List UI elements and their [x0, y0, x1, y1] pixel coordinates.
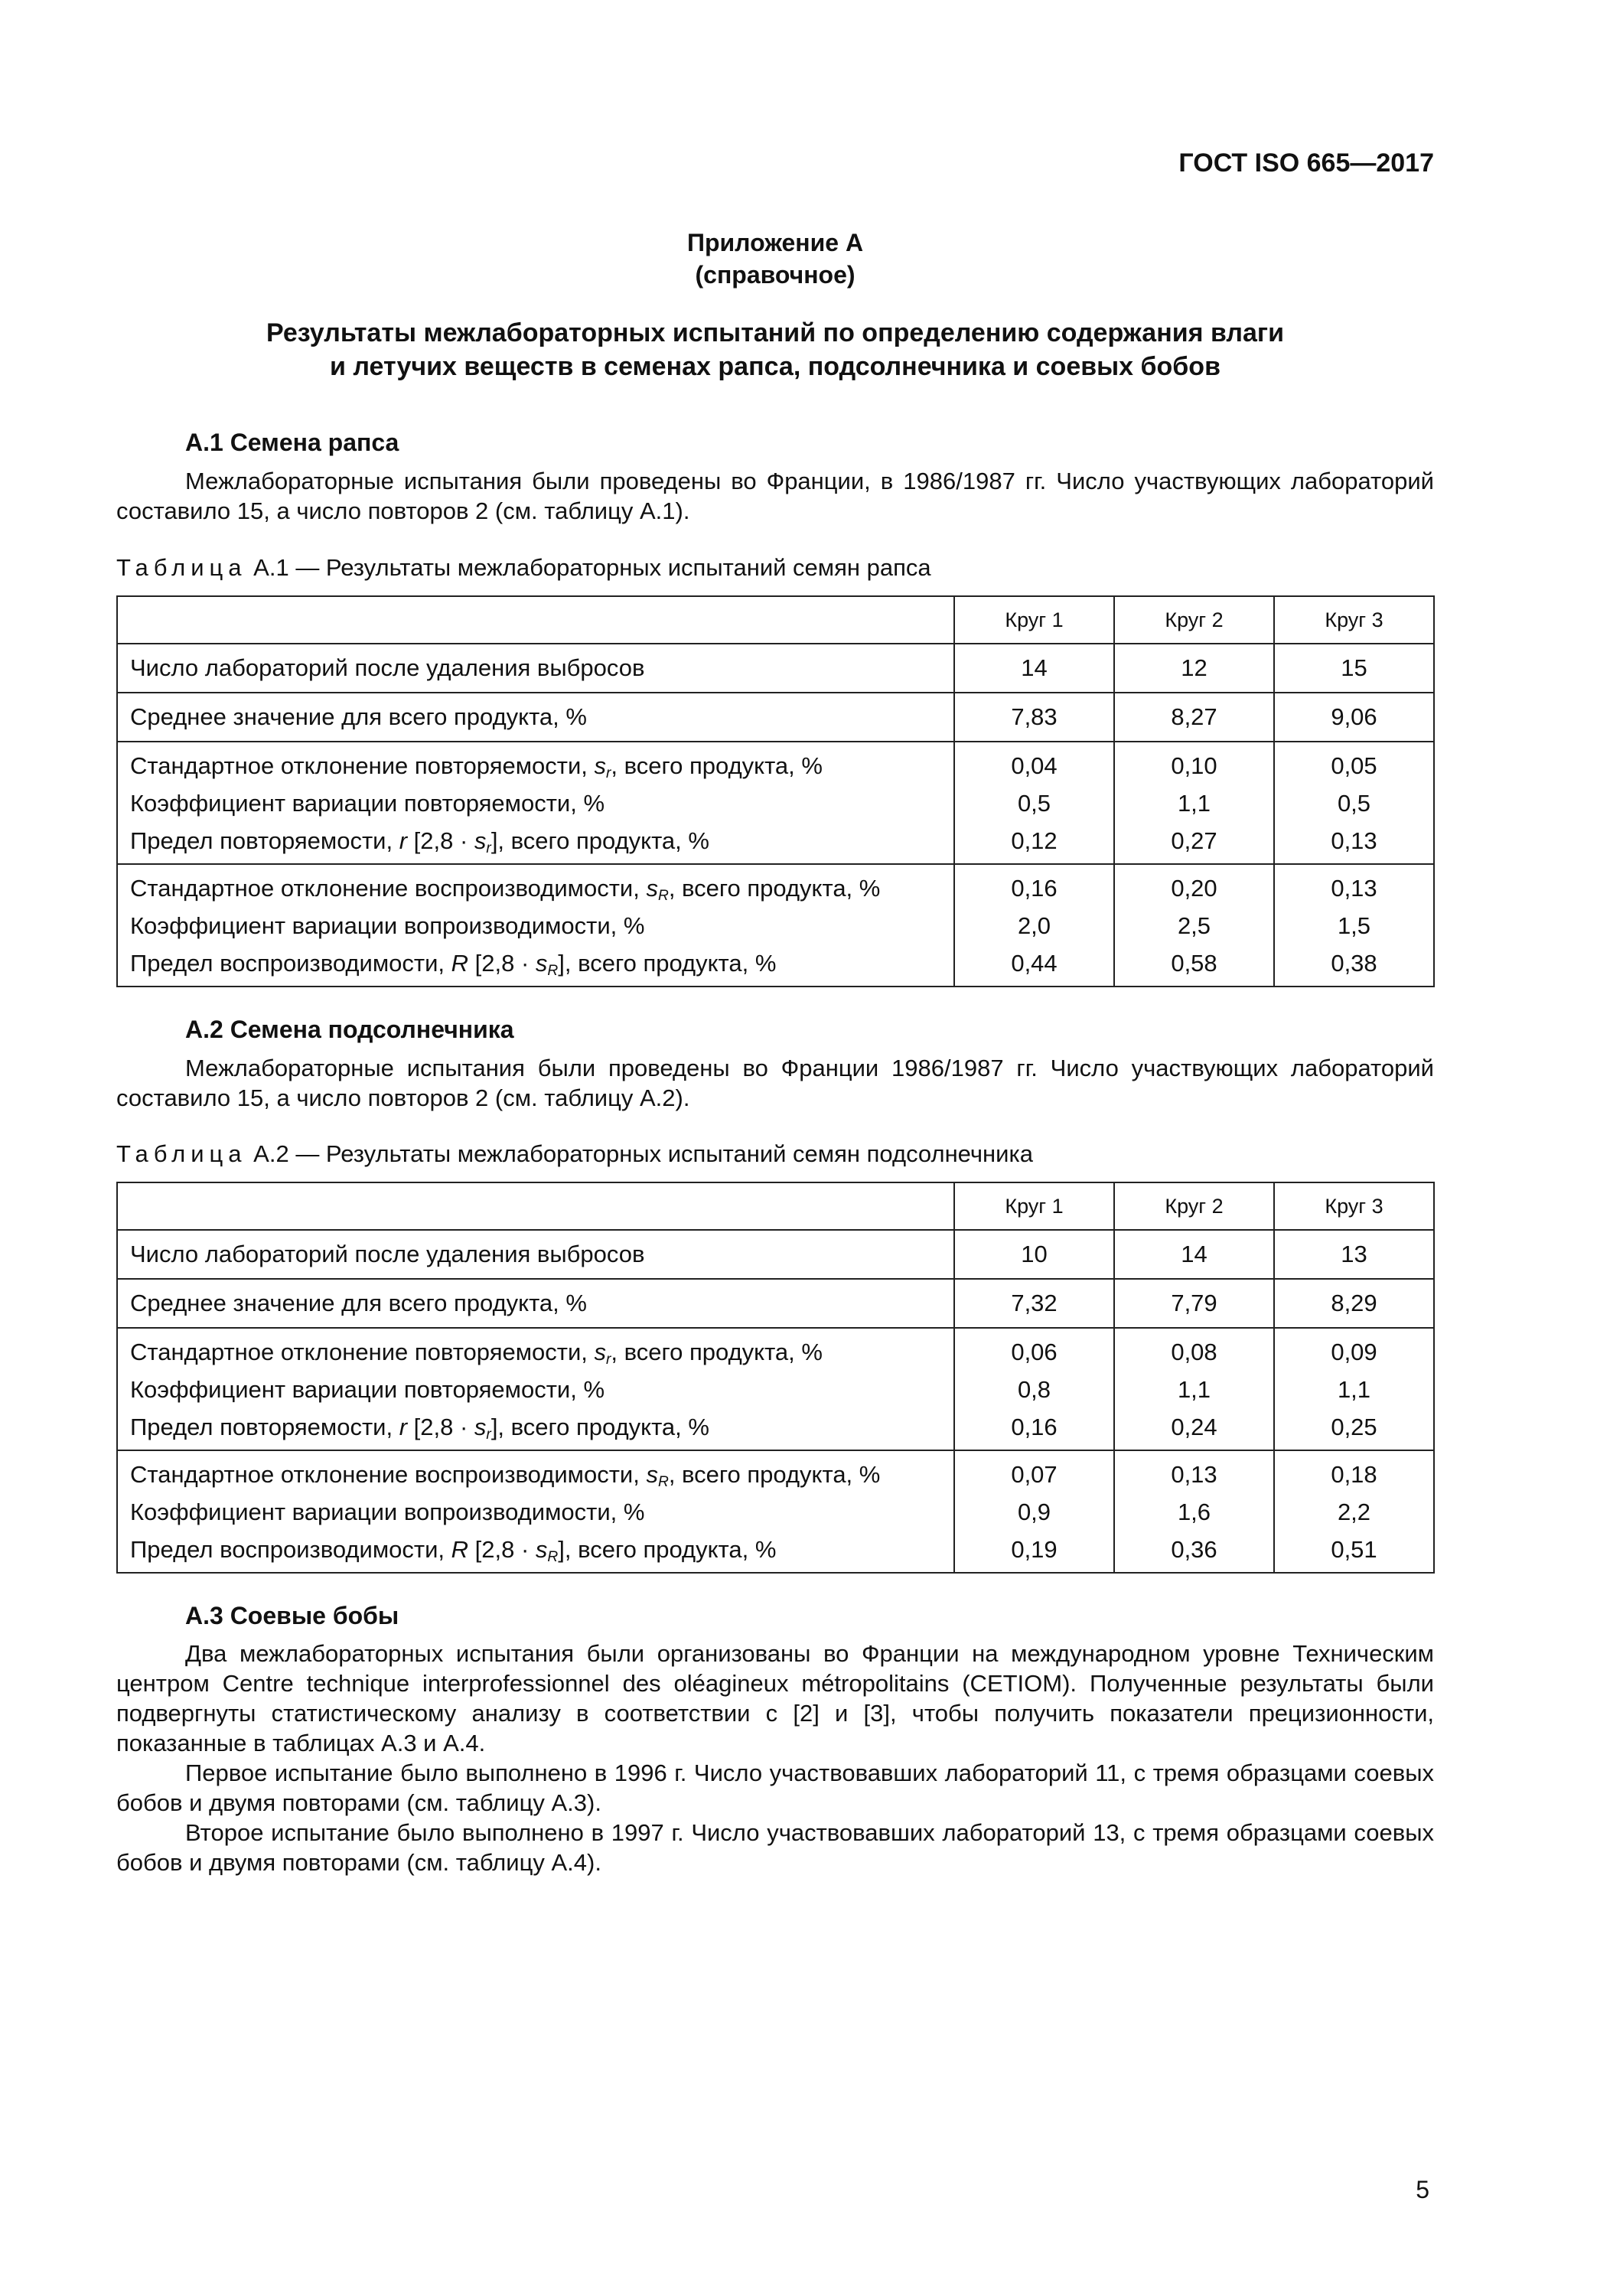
table-a1-caption: [116, 554, 931, 582]
table-cell: 7,83: [954, 693, 1114, 742]
table-cell: 0,27: [1171, 827, 1217, 854]
section-a1-text: Межлабораторные испытания были проведены во Франции, в 1986/1987 гг. Число участвующих лабораторий составило 15, а число повторов 2 (см. таблицу А.1).: [116, 468, 1434, 524]
row-labels-group: [117, 1328, 954, 1450]
table-header-row: [117, 596, 1434, 644]
table-cell: 0,20: [1171, 874, 1217, 902]
table-cell: 0,19: [1011, 1535, 1058, 1563]
column-header: Круг 1: [954, 1182, 1114, 1230]
table-cell: 0,13: [1171, 1460, 1217, 1488]
table-cell: 7,79: [1114, 1279, 1274, 1328]
table-cell-group: [1274, 742, 1434, 864]
table-cell-group: [1114, 1328, 1274, 1450]
table-cell: 0,18: [1331, 1460, 1377, 1488]
table-row-reproducibility: [117, 864, 1434, 987]
table-row-repeatability: [117, 1328, 1434, 1450]
row-label: Число лабораторий после удаления выбросов: [117, 644, 954, 693]
table-cell: 0,13: [1331, 874, 1377, 902]
appendix-label: Приложение А: [686, 229, 864, 256]
section-a2-heading: А.2 Семена подсолнечника: [185, 1016, 514, 1043]
row-label: Среднее значение для всего продукта, %: [117, 1279, 954, 1328]
table-cell: 7,32: [954, 1279, 1114, 1328]
table-cell-group: [1274, 1328, 1434, 1450]
table-cell: 2,2: [1337, 1498, 1371, 1525]
row-label-cv-r: Коэффициент вариации повторяемости, %: [130, 789, 605, 817]
table-cell: 0,51: [1331, 1535, 1377, 1563]
title-line-2: и летучих веществ в семенах рапса, подсолнечника и соевых бобов: [330, 352, 1221, 381]
table-row-reproducibility: [117, 1450, 1434, 1573]
column-header: Круг 3: [1274, 1182, 1434, 1230]
section-a3-heading: А.3 Соевые бобы: [185, 1602, 399, 1629]
table-cell: 2,5: [1177, 912, 1211, 939]
row-label-R: Предел воспроизводимости, R $[2,8 \cdot s_R]$, всего продукта, %: [130, 1535, 777, 1565]
row-labels-group: [117, 742, 954, 864]
row-label-cv-R: Коэффициент вариации вопроизводимости, %: [130, 1498, 645, 1525]
table-cell: 1,1: [1177, 1375, 1211, 1403]
document-title: [116, 316, 1434, 383]
table-cell: 0,58: [1171, 949, 1217, 977]
table-a2-caption: [116, 1140, 1033, 1168]
table-cell-group: [1114, 742, 1274, 864]
column-header: Круг 3: [1274, 596, 1434, 644]
table-cell-group: [1274, 1450, 1434, 1573]
table-header-row: [117, 1182, 1434, 1230]
caption-word: Таблица: [116, 554, 247, 581]
table-row: [117, 1230, 1434, 1279]
table-cell: 0,36: [1171, 1535, 1217, 1563]
table-cell: 1,5: [1337, 912, 1371, 939]
table-cell-group: [954, 742, 1114, 864]
row-label-sR: Стандартное отклонение воспроизводимости, $s_R$, всего продукта, %: [130, 874, 881, 904]
table-cell: 0,25: [1331, 1413, 1377, 1440]
column-header: Круг 2: [1114, 1182, 1274, 1230]
row-label-sr: Стандартное отклонение повторяемости, $s_r$, всего продукта, %: [130, 1338, 823, 1368]
table-cell: 12: [1114, 644, 1274, 693]
table-cell: 0,8: [1017, 1375, 1051, 1403]
header-empty-cell: [117, 1182, 954, 1230]
row-label: Число лабораторий после удаления выбросов: [117, 1230, 954, 1279]
row-label-sr: Стандартное отклонение повторяемости, $s_r$, всего продукта, %: [130, 752, 823, 781]
table-cell-group: [1114, 864, 1274, 987]
table-cell: 0,16: [1011, 874, 1058, 902]
table-cell: 0,5: [1337, 789, 1371, 817]
table-cell-group: [954, 864, 1114, 987]
table-cell: 1,6: [1177, 1498, 1211, 1525]
table-cell: 8,29: [1274, 1279, 1434, 1328]
row-label-r: Предел повторяемости, r $[2,8 \cdot s_r]$, всего продукта, %: [130, 827, 709, 856]
appendix-type: (справочное): [695, 261, 855, 289]
table-cell: 0,09: [1331, 1338, 1377, 1365]
table-row: [117, 1279, 1434, 1328]
table-a2: [116, 1182, 1435, 1574]
row-label-R: Предел воспроизводимости, R $[2,8 \cdot s_R]$, всего продукта, %: [130, 949, 777, 979]
table-cell: 0,44: [1011, 949, 1058, 977]
caption-word: Таблица: [116, 1140, 247, 1167]
table-cell: 13: [1274, 1230, 1434, 1279]
row-labels-group: [117, 864, 954, 987]
column-header: Круг 1: [954, 596, 1114, 644]
row-label-r: Предел повторяемости, r $[2,8 \cdot s_r]$, всего продукта, %: [130, 1413, 709, 1443]
section-a3-paragraph-3: Второе испытание было выполнено в 1997 г. Число участвовавших лабораторий 13, с тремя образцами соевых бобов и двумя повторами (см. таблицу А.4).: [116, 1819, 1434, 1876]
appendix-heading: [116, 227, 1434, 291]
table-cell: 9,06: [1274, 693, 1434, 742]
table-cell: 0,12: [1011, 827, 1058, 854]
row-label-cv-r: Коэффициент вариации повторяемости, %: [130, 1375, 605, 1403]
table-cell: 8,27: [1114, 693, 1274, 742]
table-row: [117, 693, 1434, 742]
table-cell: 14: [954, 644, 1114, 693]
section-a3-paragraph-1: Два межлабораторных испытания были организованы во Франции на международном уровне Техническим центром Centre technique interprofessionnel des oléagineux métropolitains (CETIOM). Полученные результаты были подвергнуты статистическому анализу в соответствии с [2] и [3], чтобы получить показатели прецизионности, показанные в таблицах А.3 и А.4.: [116, 1640, 1434, 1756]
row-label-sR: Стандартное отклонение воспроизводимости, $s_R$, всего продукта, %: [130, 1460, 881, 1490]
table-cell: 0,04: [1011, 752, 1058, 779]
table-cell: 0,13: [1331, 827, 1377, 854]
caption-text: А.2 — Результаты межлабораторных испытаний семян подсолнечника: [246, 1140, 1033, 1167]
row-labels-group: [117, 1450, 954, 1573]
section-a2-text: Межлабораторные испытания были проведены во Франции 1986/1987 гг. Число участвующих лабораторий составило 15, а число повторов 2 (см. таблицу А.2).: [116, 1055, 1434, 1111]
table-cell: 0,24: [1171, 1413, 1217, 1440]
caption-text: А.1 — Результаты межлабораторных испытаний семян рапса: [246, 554, 931, 581]
table-cell: 0,05: [1331, 752, 1377, 779]
table-cell: 2,0: [1017, 912, 1051, 939]
table-cell: 10: [954, 1230, 1114, 1279]
table-cell-group: [1114, 1450, 1274, 1573]
title-line-1: Результаты межлабораторных испытаний по определению содержания влаги: [266, 318, 1284, 347]
table-cell: 0,16: [1011, 1413, 1058, 1440]
table-cell: 1,1: [1177, 789, 1211, 817]
table-cell: 14: [1114, 1230, 1274, 1279]
table-cell: 0,06: [1011, 1338, 1058, 1365]
table-cell: 1,1: [1337, 1375, 1371, 1403]
table-cell: 0,38: [1331, 949, 1377, 977]
page-number: 5: [1416, 2176, 1429, 2203]
table-row: [117, 644, 1434, 693]
document-page: [116, 0, 1434, 2296]
table-cell: 0,5: [1017, 789, 1051, 817]
table-cell: 0,10: [1171, 752, 1217, 779]
standard-code: ГОСТ ISO 665—2017: [1178, 148, 1434, 178]
table-cell: 0,07: [1011, 1460, 1058, 1488]
section-a1-heading: А.1 Семена рапса: [185, 429, 399, 456]
table-row-repeatability: [117, 742, 1434, 864]
header-empty-cell: [117, 596, 954, 644]
column-header: Круг 2: [1114, 596, 1274, 644]
table-cell: 0,9: [1017, 1498, 1051, 1525]
table-cell: 0,08: [1171, 1338, 1217, 1365]
section-a3-paragraph-2: Первое испытание было выполнено в 1996 г. Число участвовавших лабораторий 11, с тремя образцами соевых бобов и двумя повторами (см. таблицу А.3).: [116, 1760, 1434, 1816]
table-cell-group: [954, 1450, 1114, 1573]
row-label: Среднее значение для всего продукта, %: [117, 693, 954, 742]
table-cell-group: [954, 1328, 1114, 1450]
table-cell-group: [1274, 864, 1434, 987]
table-a1: [116, 595, 1435, 987]
row-label-cv-R: Коэффициент вариации вопроизводимости, %: [130, 912, 645, 939]
table-cell: 15: [1274, 644, 1434, 693]
